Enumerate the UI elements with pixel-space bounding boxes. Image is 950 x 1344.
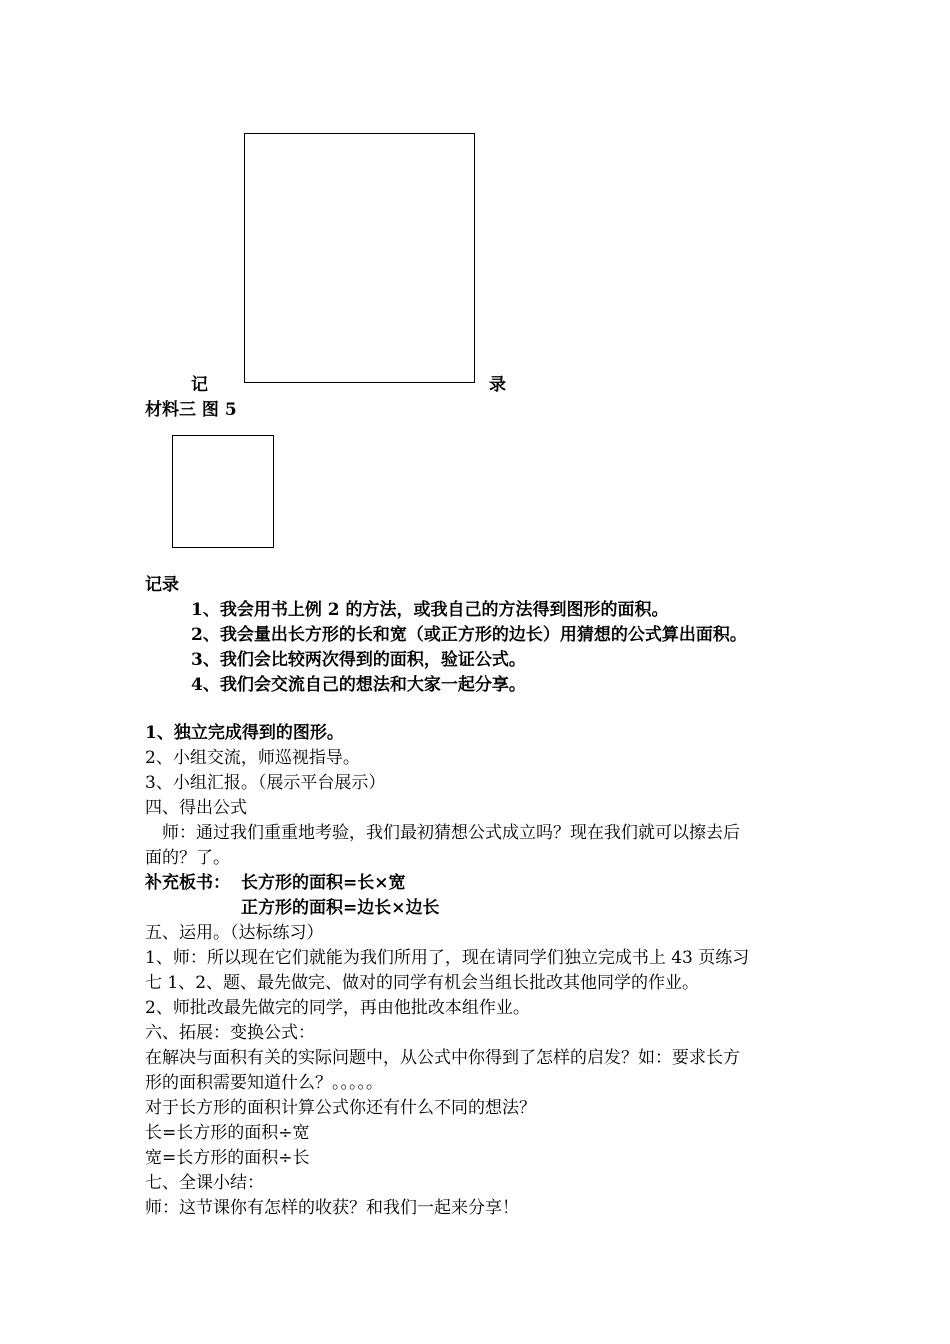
board-label: 补充板书： (145, 873, 230, 893)
small-rectangle-figure (172, 435, 274, 548)
section7-paragraph: 师：这节课你有怎样的收获？和我们一起来分享！ (145, 1198, 519, 1218)
section6-question: 对于长方形的面积计算公式你还有什么不同的想法？ (145, 1098, 536, 1118)
section5-item: 2、师批改最先做完的同学，再由他批改本组作业。 (145, 998, 530, 1018)
section7-heading: 七、全课小结： (145, 1173, 264, 1193)
figure-label-lu: 录 (489, 375, 506, 395)
large-square-figure (244, 133, 475, 383)
step-item: 3、小组汇报。（展示平台展示） (145, 773, 386, 793)
formula-rectangle-area: 长方形的面积=长×宽 (241, 873, 406, 893)
record-title: 记录 (145, 575, 179, 595)
formula-length: 长=长方形的面积÷宽 (145, 1123, 310, 1143)
record-item: 4、我们会交流自己的想法和大家一起分享。 (191, 675, 526, 695)
record-item: 1、我会用书上例 2 的方法，或我自己的方法得到图形的面积。 (191, 600, 669, 620)
formula-square-area: 正方形的面积=边长×边长 (241, 898, 440, 918)
section5-heading: 五、运用。（达标练习） (145, 923, 324, 943)
section4-heading: 四、得出公式 (145, 798, 247, 818)
section4-paragraph: 师：通过我们重重地考验，我们最初猜想公式成立吗？现在我们就可以擦去后 (162, 823, 740, 843)
section5-item: 七 1、2、题、最先做完、做对的同学有机会当组长批改其他同学的作业。 (145, 973, 700, 993)
section6-heading: 六、拓展：变换公式： (145, 1023, 315, 1043)
section4-paragraph: 面的？了。 (145, 848, 230, 868)
section5-item: 1、师：所以现在它们就能为我们所用了，现在请同学们独立完成书上 43 页练习 (145, 948, 750, 968)
step-item: 1、独立完成得到的图形。 (145, 723, 344, 743)
record-item: 2、我会量出长方形的长和宽（或正方形的边长）用猜想的公式算出面积。 (191, 625, 747, 645)
section6-paragraph: 在解决与面积有关的实际问题中，从公式中你得到了怎样的启发？如：要求长方 (145, 1048, 740, 1068)
section6-paragraph: 形的面积需要知道什么？。。。。。 (145, 1073, 383, 1093)
record-item: 3、我们会比较两次得到的面积，验证公式。 (191, 650, 526, 670)
step-item: 2、小组交流，师巡视指导。 (145, 748, 360, 768)
figure-label-ji: 记 (191, 375, 208, 395)
formula-width: 宽=长方形的面积÷长 (145, 1148, 310, 1168)
material3-title: 材料三 图 5 (145, 400, 237, 420)
